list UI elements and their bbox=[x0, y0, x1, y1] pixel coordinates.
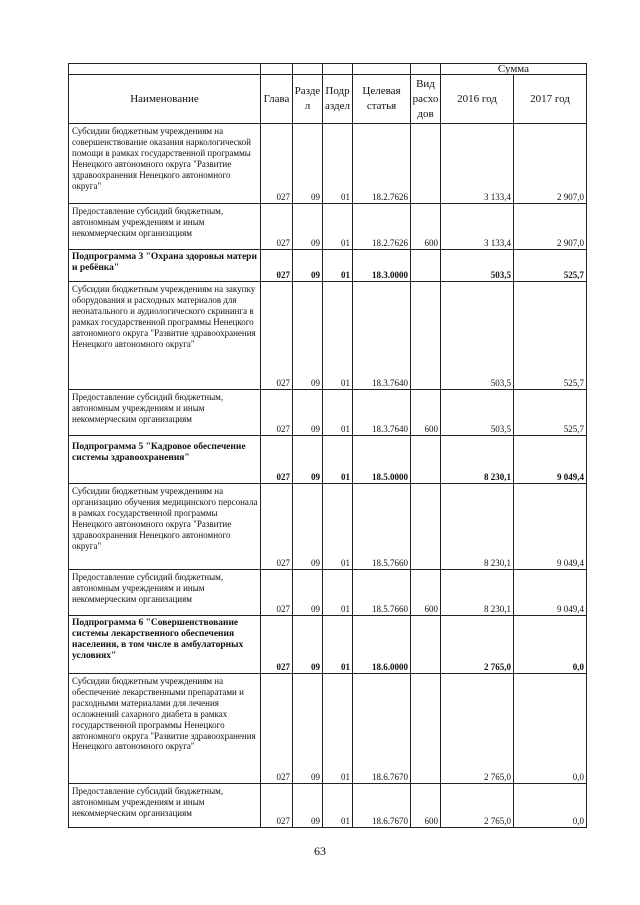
table-row bbox=[69, 616, 587, 674]
row-2016: 3 133,4 bbox=[441, 204, 514, 250]
row-glava: 027 bbox=[261, 436, 293, 484]
header-spacer-target bbox=[353, 64, 411, 75]
row-2016: 2 765,0 bbox=[441, 784, 514, 828]
header-row-top bbox=[69, 64, 587, 75]
row-podrazdel: 01 bbox=[323, 570, 353, 616]
header-spacer-razdel bbox=[293, 64, 323, 75]
row-2017: 9 049,4 bbox=[514, 436, 587, 484]
row-target: 18.3.0000 bbox=[353, 250, 411, 282]
table-row bbox=[69, 282, 587, 390]
header-vid: Вид расхо дов bbox=[411, 75, 441, 124]
row-2016: 2 765,0 bbox=[441, 674, 514, 784]
budget-table bbox=[68, 63, 587, 828]
row-2016: 503,5 bbox=[441, 250, 514, 282]
header-row bbox=[69, 75, 587, 124]
row-vid bbox=[411, 124, 441, 204]
row-vid: 600 bbox=[411, 204, 441, 250]
row-2016: 503,5 bbox=[441, 390, 514, 436]
row-target: 18.3.7640 bbox=[353, 282, 411, 390]
row-vid: 600 bbox=[411, 570, 441, 616]
row-podrazdel: 01 bbox=[323, 616, 353, 674]
row-vid bbox=[411, 436, 441, 484]
table-row bbox=[69, 250, 587, 282]
row-vid: 600 bbox=[411, 390, 441, 436]
row-glava: 027 bbox=[261, 390, 293, 436]
row-razdel: 09 bbox=[293, 616, 323, 674]
row-target: 18.6.7670 bbox=[353, 784, 411, 828]
row-glava: 027 bbox=[261, 616, 293, 674]
row-vid bbox=[411, 250, 441, 282]
row-2016: 503,5 bbox=[441, 282, 514, 390]
row-2017: 2 907,0 bbox=[514, 204, 587, 250]
row-2017: 9 049,4 bbox=[514, 484, 587, 570]
row-vid bbox=[411, 484, 441, 570]
row-glava: 027 bbox=[261, 570, 293, 616]
table-row bbox=[69, 674, 587, 784]
row-podrazdel: 01 bbox=[323, 250, 353, 282]
header-2017: 2017 год bbox=[514, 75, 587, 124]
row-podrazdel: 01 bbox=[323, 124, 353, 204]
header-spacer-podrazdel bbox=[323, 64, 353, 75]
header-target: Целевая статья bbox=[353, 75, 411, 124]
row-podrazdel: 01 bbox=[323, 282, 353, 390]
row-razdel: 09 bbox=[293, 570, 323, 616]
row-target: 18.5.0000 bbox=[353, 436, 411, 484]
row-2017: 525,7 bbox=[514, 250, 587, 282]
header-podrazdel: Подр аздел bbox=[323, 75, 353, 124]
row-razdel: 09 bbox=[293, 282, 323, 390]
row-razdel: 09 bbox=[293, 124, 323, 204]
row-glava: 027 bbox=[261, 124, 293, 204]
row-2017: 0,0 bbox=[514, 784, 587, 828]
row-name: Субсидии бюджетным учреждениям на закупку оборудования и расходных материалов для неонатального и аудиологического скрининга в рамках государственной программы Ненецкого автономного округа "Развитие здравоохранения Ненецкого автономного округа" bbox=[69, 282, 261, 390]
row-glava: 027 bbox=[261, 282, 293, 390]
row-target: 18.2.7626 bbox=[353, 124, 411, 204]
row-target: 18.5.7660 bbox=[353, 570, 411, 616]
row-name: Субсидии бюджетным учреждениям на совершенствование оказания наркологической помощи в рамках государственной программы Ненецкого автономного округа "Развитие здравоохранения Ненецкого автономного округа" bbox=[69, 124, 261, 204]
header-2016: 2016 год bbox=[441, 75, 514, 124]
row-target: 18.6.0000 bbox=[353, 616, 411, 674]
row-razdel: 09 bbox=[293, 390, 323, 436]
row-vid bbox=[411, 282, 441, 390]
row-podrazdel: 01 bbox=[323, 436, 353, 484]
row-2017: 525,7 bbox=[514, 390, 587, 436]
table-row bbox=[69, 570, 587, 616]
row-podrazdel: 01 bbox=[323, 484, 353, 570]
row-target: 18.5.7660 bbox=[353, 484, 411, 570]
row-glava: 027 bbox=[261, 204, 293, 250]
row-2017: 525,7 bbox=[514, 282, 587, 390]
row-razdel: 09 bbox=[293, 250, 323, 282]
row-2016: 3 133,4 bbox=[441, 124, 514, 204]
row-podrazdel: 01 bbox=[323, 784, 353, 828]
row-2016: 8 230,1 bbox=[441, 436, 514, 484]
row-target: 18.2.7626 bbox=[353, 204, 411, 250]
row-podrazdel: 01 bbox=[323, 204, 353, 250]
table-row bbox=[69, 124, 587, 204]
row-glava: 027 bbox=[261, 484, 293, 570]
header-spacer-glava bbox=[261, 64, 293, 75]
row-name: Субсидии бюджетным учреждениям на обеспечение лекарственными препаратами и расходными материалами для лечения осложнений сахарного диабета в рамках государственной программы Ненецкого автономного округа "Развитие здравоохранения Ненецкого автономного округа" bbox=[69, 674, 261, 784]
row-razdel: 09 bbox=[293, 204, 323, 250]
row-2016: 2 765,0 bbox=[441, 616, 514, 674]
row-name: Предоставление субсидий бюджетным, автономным учреждениям и иным некоммерческим организациям bbox=[69, 784, 261, 828]
row-2017: 2 907,0 bbox=[514, 124, 587, 204]
table-row bbox=[69, 390, 587, 436]
table-row bbox=[69, 784, 587, 828]
row-name: Подпрограмма 3 "Охрана здоровья матери и ребёнка" bbox=[69, 250, 261, 282]
row-glava: 027 bbox=[261, 250, 293, 282]
header-razdel: Разде л bbox=[293, 75, 323, 124]
row-name: Субсидии бюджетным учреждениям на организацию обучения медицинского персонала в рамках государственной программы Ненецкого автономного округа "Развитие здравоохранения Ненецкого автономного округа" bbox=[69, 484, 261, 570]
page-number: 63 bbox=[314, 844, 326, 858]
row-razdel: 09 bbox=[293, 784, 323, 828]
row-2017: 0,0 bbox=[514, 674, 587, 784]
header-spacer-name bbox=[69, 64, 261, 75]
row-podrazdel: 01 bbox=[323, 674, 353, 784]
row-vid: 600 bbox=[411, 784, 441, 828]
row-name: Предоставление субсидий бюджетным, автономным учреждениям и иным некоммерческим организациям bbox=[69, 390, 261, 436]
row-razdel: 09 bbox=[293, 484, 323, 570]
row-name: Подпрограмма 5 "Кадровое обеспечение системы здравоохранения" bbox=[69, 436, 261, 484]
row-2016: 8 230,1 bbox=[441, 484, 514, 570]
row-razdel: 09 bbox=[293, 674, 323, 784]
header-spacer-vid bbox=[411, 64, 441, 75]
header-name: Наименование bbox=[69, 75, 261, 124]
row-glava: 027 bbox=[261, 674, 293, 784]
table-row bbox=[69, 204, 587, 250]
row-name: Подпрограмма 6 "Совершенствование системы лекарственного обеспечения населения, в том числе в амбулаторных условиях" bbox=[69, 616, 261, 674]
row-vid bbox=[411, 674, 441, 784]
row-vid bbox=[411, 616, 441, 674]
row-razdel: 09 bbox=[293, 436, 323, 484]
header-sum: Сумма bbox=[441, 64, 587, 75]
row-podrazdel: 01 bbox=[323, 390, 353, 436]
row-name: Предоставление субсидий бюджетным, автономным учреждениям и иным некоммерческим организациям bbox=[69, 204, 261, 250]
row-target: 18.3.7640 bbox=[353, 390, 411, 436]
row-2016: 8 230,1 bbox=[441, 570, 514, 616]
row-glava: 027 bbox=[261, 784, 293, 828]
row-2017: 0,0 bbox=[514, 616, 587, 674]
row-target: 18.6.7670 bbox=[353, 674, 411, 784]
table-row bbox=[69, 436, 587, 484]
header-glava: Глава bbox=[261, 75, 293, 124]
table-row bbox=[69, 484, 587, 570]
row-name: Предоставление субсидий бюджетным, автономным учреждениям и иным некоммерческим организациям bbox=[69, 570, 261, 616]
row-2017: 9 049,4 bbox=[514, 570, 587, 616]
